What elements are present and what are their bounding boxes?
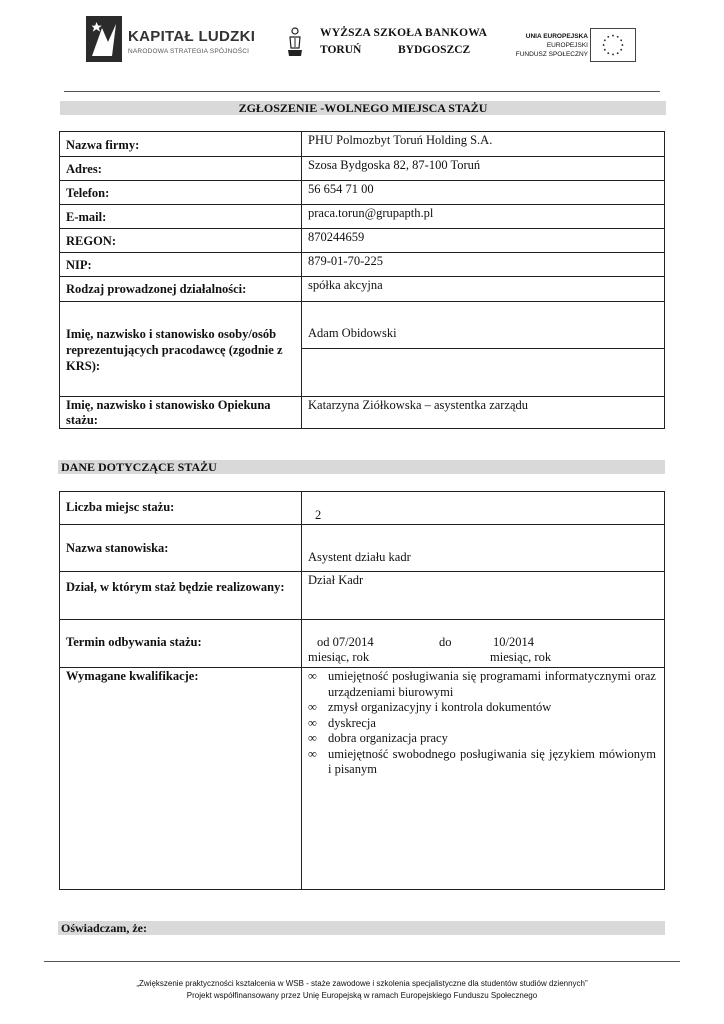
kapital-ludzki-title: KAPITAŁ LUDZKI bbox=[128, 28, 256, 45]
phone-value: 56 654 71 00 bbox=[302, 181, 665, 205]
table-row bbox=[60, 525, 665, 572]
eu-flag-icon bbox=[590, 28, 636, 62]
kapital-ludzki-subtitle: NARODOWA STRATEGIA SPÓJNOŚCI bbox=[128, 48, 250, 55]
nip-label: NIP: bbox=[60, 253, 302, 277]
phone-label: Telefon: bbox=[60, 181, 302, 205]
nip-value: 879-01-70-225 bbox=[302, 253, 665, 277]
qualifications-label: Wymagane kwalifikacje: bbox=[60, 668, 302, 890]
table-row bbox=[60, 205, 665, 229]
representative-label: Imię, nazwisko i stanowisko osoby/osób reprezentujących pracodawcę (zgodnie z KRS): bbox=[60, 302, 302, 397]
internship-section-title: DANE DOTYCZĄCE STAŻU bbox=[58, 460, 665, 474]
table-row bbox=[60, 229, 665, 253]
footer-project-title: „Zwiększenie praktyczności kształcenia w WSB - staże zawodowe i szkolenia specjalistyczne dla studentów studiów dziennych” bbox=[136, 979, 588, 988]
representative-value: Adam Obidowski bbox=[302, 302, 665, 349]
table-row bbox=[60, 277, 665, 302]
table-row bbox=[60, 492, 665, 525]
bullet-icon: ∞ bbox=[308, 746, 317, 761]
eu-fund-label-2: FUNDUSZ SPOŁECZNY bbox=[515, 51, 588, 58]
bullet-icon: ∞ bbox=[308, 731, 317, 745]
eu-union-label: UNIA EUROPEJSKA bbox=[525, 33, 588, 40]
term-caption-from: miesiąc, rok bbox=[308, 650, 370, 664]
term-from: od 07/2014 bbox=[317, 635, 374, 649]
kapital-ludzki-logo bbox=[86, 16, 256, 66]
qualification-text: dyskrecja bbox=[328, 715, 376, 730]
company-name-label: Nazwa firmy: bbox=[60, 132, 302, 157]
table-row bbox=[60, 668, 665, 890]
list-item bbox=[308, 747, 656, 778]
table-row bbox=[60, 620, 665, 668]
email-value: praca.torun@grupapth.pl bbox=[302, 205, 665, 229]
list-item bbox=[308, 669, 656, 700]
list-item bbox=[308, 700, 656, 716]
declaration-title: Oświadczam, że: bbox=[58, 921, 665, 935]
places-label: Liczba miejsc stażu: bbox=[60, 492, 302, 525]
regon-label: REGON: bbox=[60, 229, 302, 253]
company-table bbox=[59, 131, 665, 429]
activity-label: Rodzaj prowadzonej działalności: bbox=[60, 277, 302, 302]
position-label: Nazwa stanowiska: bbox=[60, 525, 302, 572]
table-row bbox=[60, 253, 665, 277]
position-value: Asystent działu kadr bbox=[302, 525, 665, 572]
qualification-text: umiejętność posługiwania się programami informatycznymi oraz urządzeniami biurowymi bbox=[328, 669, 656, 699]
qualification-text: zmysł organizacyjny i kontrola dokumentów bbox=[328, 700, 552, 714]
bullet-icon: ∞ bbox=[308, 669, 317, 683]
list-item bbox=[308, 716, 656, 732]
bullet-icon: ∞ bbox=[308, 700, 317, 714]
qualification-text: umiejętność swobodnego posługiwania się językiem mówionym i pisanym bbox=[328, 746, 656, 776]
internship-table bbox=[59, 491, 665, 890]
bullet-icon: ∞ bbox=[308, 715, 317, 730]
supervisor-value: Katarzyna Ziółkowska – asystentka zarządu bbox=[302, 397, 665, 429]
wsb-city-torun: TORUŃ bbox=[320, 44, 362, 56]
wsb-name: WYŻSZA SZKOŁA BANKOWA bbox=[320, 27, 488, 39]
footer-divider bbox=[44, 961, 680, 962]
table-row bbox=[60, 397, 665, 429]
representative-value-2 bbox=[302, 349, 665, 397]
term-to-value: 10/2014 bbox=[493, 635, 534, 649]
wsb-city-bydgoszcz: BYDGOSZCZ bbox=[398, 44, 471, 56]
table-row bbox=[60, 572, 665, 620]
term-caption-to: miesiąc, rok bbox=[490, 650, 552, 664]
regon-value: 870244659 bbox=[302, 229, 665, 253]
table-row bbox=[60, 132, 665, 157]
eu-logo bbox=[508, 28, 638, 64]
table-row bbox=[60, 157, 665, 181]
list-item bbox=[308, 731, 656, 747]
supervisor-label: Imię, nazwisko i stanowisko Opiekuna stażu: bbox=[60, 397, 302, 429]
department-label: Dział, w którym staż będzie realizowany: bbox=[60, 572, 302, 620]
footer-funding-note: Projekt współfinansowany przez Unię Europejską w ramach Europejskiego Funduszu Społecznego bbox=[186, 991, 538, 1000]
address-value: Szosa Bydgoska 82, 87-100 Toruń bbox=[302, 157, 665, 181]
term-cell bbox=[302, 620, 665, 668]
header-divider bbox=[64, 91, 660, 92]
department-value: Dział Kadr bbox=[302, 572, 665, 620]
qualifications-cell bbox=[302, 668, 665, 890]
kapital-ludzki-sign-icon bbox=[86, 16, 122, 62]
term-to-prefix: do bbox=[439, 635, 452, 649]
address-label: Adres: bbox=[60, 157, 302, 181]
activity-value: spółka akcyjna bbox=[302, 277, 665, 302]
wsb-emblem-icon bbox=[286, 26, 304, 58]
eu-fund-label-1: EUROPEJSKI bbox=[546, 42, 588, 49]
form-title: ZGŁOSZENIE -WOLNEGO MIEJSCA STAŻU bbox=[60, 101, 666, 115]
term-label: Termin odbywania stażu: bbox=[60, 620, 302, 668]
places-value: 2 bbox=[302, 492, 665, 525]
table-row bbox=[60, 181, 665, 205]
table-row bbox=[60, 302, 665, 349]
email-label: E-mail: bbox=[60, 205, 302, 229]
wsb-logo bbox=[286, 24, 488, 64]
qualifications-list bbox=[308, 669, 656, 778]
qualification-text: dobra organizacja pracy bbox=[328, 731, 448, 745]
company-name-value: PHU Polmozbyt Toruń Holding S.A. bbox=[302, 132, 665, 157]
